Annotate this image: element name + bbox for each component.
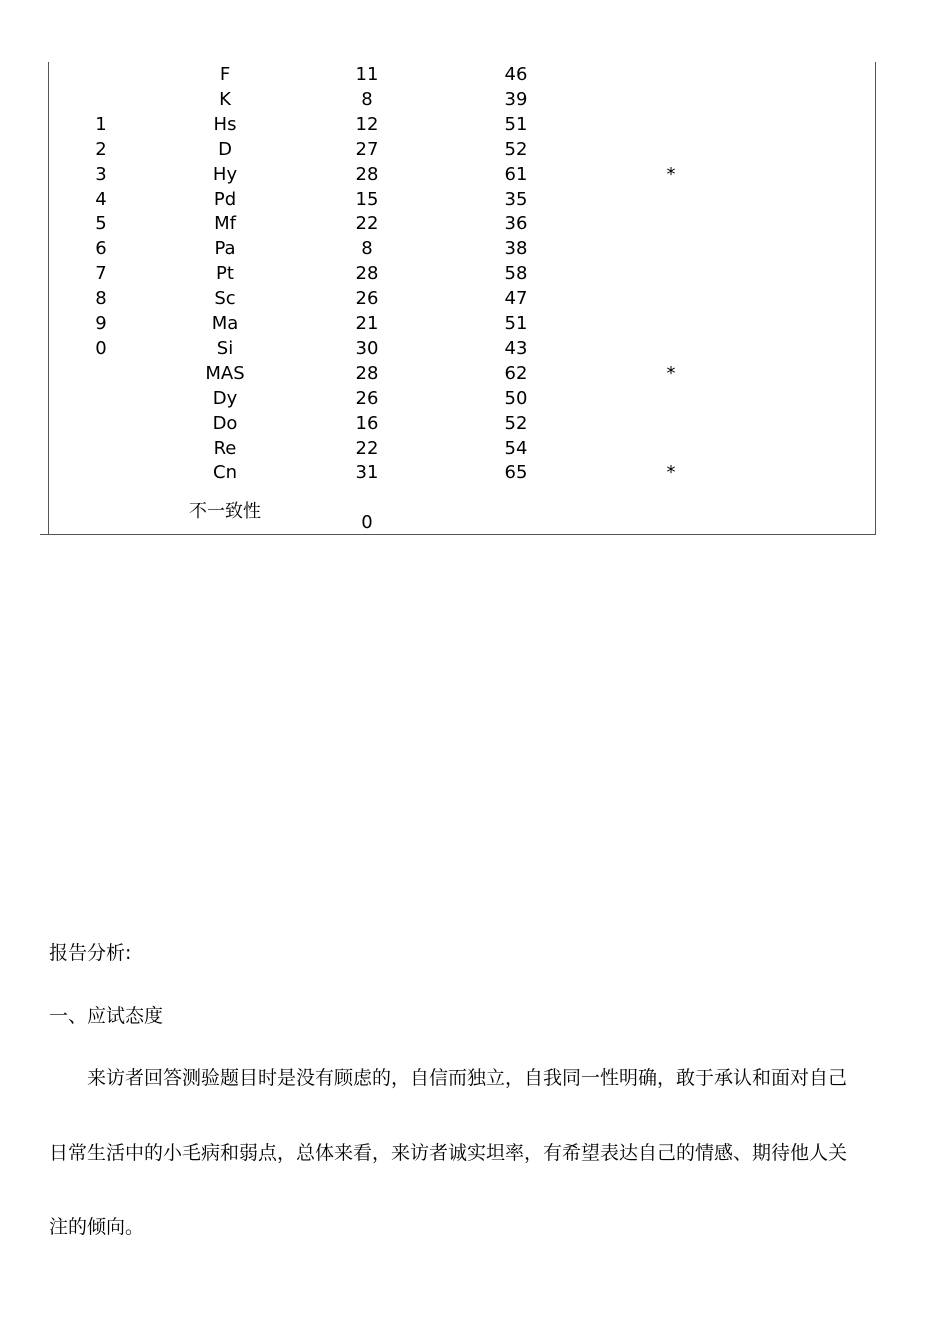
raw-score: 16 [355, 412, 379, 434]
raw-score: 28 [355, 163, 379, 185]
scale-code: Ma [211, 313, 239, 334]
scale-number: 4 [95, 188, 107, 210]
t-score: 54 [504, 437, 528, 459]
raw-score: 26 [355, 288, 379, 310]
significance-flag: * [666, 163, 676, 185]
table-row [0, 386, 950, 411]
t-score: 47 [504, 288, 528, 310]
scale-number: 6 [95, 238, 107, 260]
significance-flag: * [666, 362, 676, 384]
scale-number: 2 [95, 138, 107, 160]
t-score: 36 [504, 213, 528, 235]
scale-code: D [218, 138, 232, 160]
raw-score: 22 [355, 437, 379, 459]
table-row [0, 411, 950, 436]
scale-number: 5 [95, 213, 107, 235]
raw-score: 21 [355, 313, 379, 334]
raw-score: 22 [355, 213, 379, 235]
table-row [0, 336, 950, 361]
raw-score: 28 [355, 263, 379, 285]
paragraph-line-1: 来访者回答测验题目时是没有顾虑的，自信而独立，自我同一性明确，敢于承认和面对自己 [87, 1067, 848, 1089]
report-heading: 报告分析: [49, 942, 132, 964]
table-row [0, 361, 950, 386]
t-score: 52 [504, 138, 528, 160]
table-row [0, 112, 950, 137]
raw-score: 8 [361, 238, 373, 260]
scale-code: Hs [213, 113, 237, 135]
t-score: 58 [504, 263, 528, 285]
scale-code: Cn [213, 462, 237, 484]
table-row [0, 311, 950, 336]
inconsistency-label: 不一致性 [189, 501, 261, 522]
scale-number: 9 [95, 313, 107, 334]
scale-code: Dy [212, 387, 238, 409]
scale-code: Re [213, 437, 237, 459]
t-score: 43 [504, 337, 528, 359]
scale-number: 7 [95, 263, 107, 285]
raw-score: 26 [355, 387, 379, 409]
scale-code: Sc [214, 288, 236, 310]
raw-score: 12 [355, 113, 379, 135]
table-row [0, 187, 950, 212]
t-score: 51 [504, 313, 528, 334]
raw-score: 30 [355, 337, 379, 359]
table-row [0, 162, 950, 187]
scale-code: MAS [205, 362, 245, 384]
t-score: 51 [504, 113, 528, 135]
t-score: 62 [504, 362, 528, 384]
table-row [0, 460, 950, 485]
section-title: 一、应试态度 [49, 1005, 164, 1027]
t-score: 65 [504, 462, 528, 484]
table-row [0, 286, 950, 311]
table-row [0, 236, 950, 261]
t-score: 52 [504, 412, 528, 434]
scale-code: Pd [213, 188, 237, 210]
scale-number: 3 [95, 163, 107, 185]
raw-score: 28 [355, 362, 379, 384]
table-row [0, 436, 950, 461]
scale-number: 8 [95, 288, 107, 310]
t-score: 50 [504, 387, 528, 409]
t-score: 39 [504, 88, 528, 110]
t-score: 61 [504, 163, 528, 185]
table-row [0, 261, 950, 286]
scale-code: F [219, 64, 231, 85]
scale-code: Mf [214, 213, 236, 235]
paragraph-line-3: 注的倾向。 [49, 1216, 145, 1238]
scale-number: 0 [95, 337, 107, 359]
significance-flag: * [666, 462, 676, 484]
t-score: 38 [504, 238, 528, 260]
raw-score: 31 [355, 462, 379, 484]
scale-code: Do [212, 412, 238, 434]
raw-score: 11 [355, 64, 379, 85]
table-row [0, 62, 950, 87]
t-score: 46 [504, 64, 528, 85]
raw-score: 27 [355, 138, 379, 160]
table-row [0, 211, 950, 236]
table-row [0, 137, 950, 162]
raw-score: 15 [355, 188, 379, 210]
t-score: 35 [504, 188, 528, 210]
inconsistency-value: 0 [361, 512, 373, 533]
table-bottom-rule [40, 534, 876, 535]
scale-number: 1 [95, 113, 107, 135]
paragraph-line-2: 日常生活中的小毛病和弱点，总体来看，来访者诚实坦率，有希望表达自己的情感、期待他人关 [49, 1142, 848, 1164]
scale-code: Si [216, 337, 234, 359]
raw-score: 8 [361, 88, 373, 110]
scale-code: Pa [214, 238, 236, 260]
scale-code: Hy [212, 163, 238, 185]
table-row [0, 87, 950, 112]
scale-code: Pt [216, 263, 234, 285]
scale-code: K [219, 88, 231, 110]
